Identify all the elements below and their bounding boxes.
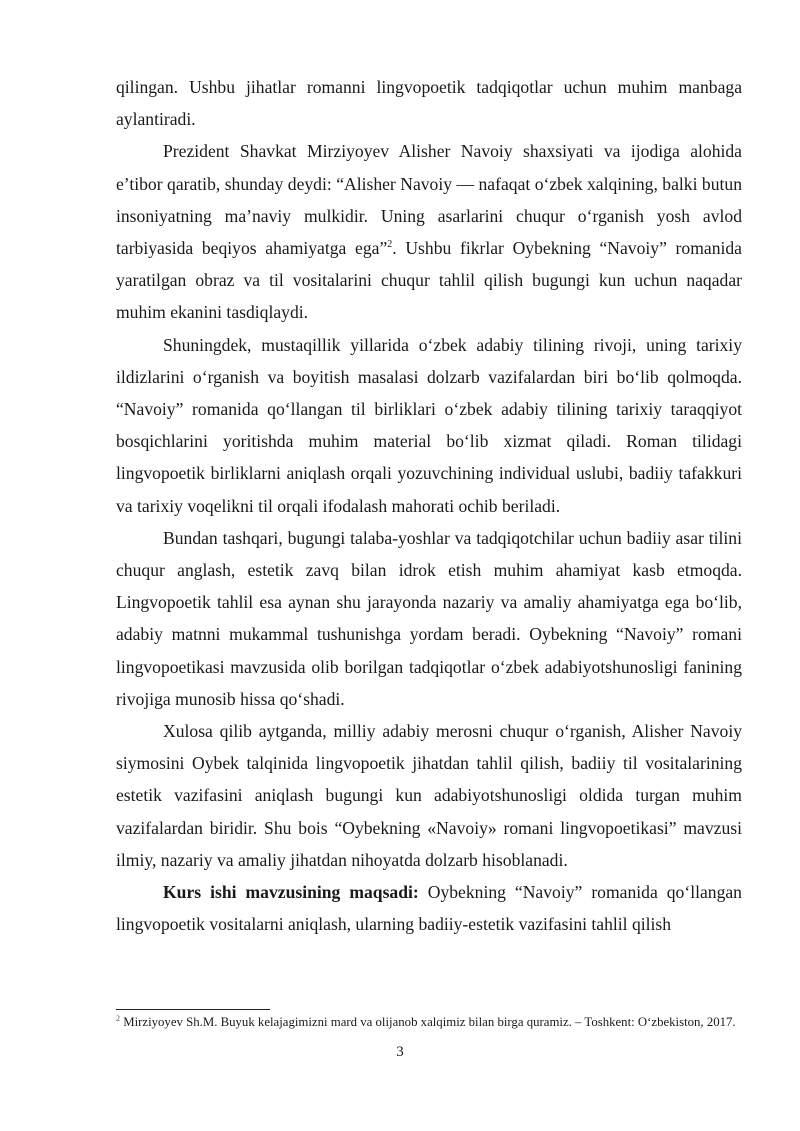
paragraph-3: Shuningdek, mustaqillik yillarida o‘zbek adabiy tilining rivoji, uning tarixiy ildizlarini o‘rganish va boyitish masalasi dolzarb vazifalardan biri bo‘lib qolmoqda. “Navoiy” romanida qo‘llangan til birliklari o‘zbek adabiy tilining tarixiy taraqqiyot bosqichlarini yoritishda muhim material bo‘lib xizmat qiladi. Roman tilidagi lingvopoetik birliklarni aniqlash orqali yozuvchining individual uslubi, badiiy tafakkuri va tarixiy voqelikni til orqali ifodalash mahorati ochib beriladi. — [116, 334, 742, 516]
paragraph-5: Xulosa qilib aytganda, milliy adabiy merosni chuqur o‘rganish, Alisher Navoiy siymosini Oybek talqinida lingvopoetik jihatdan tahlil qilish, badiiy til vositalarining estetik vazifasini aniqlash bugungi kun adabiyotshunosligi oldida turgan muhim vazifalardan biridir. Shu bois “Oybekning «Navoiy» romani lingvopoetikasi” mavzusi ilmiy, nazariy va amaliy jihatdan nihoyatda dolzarb hisoblanadi. — [116, 721, 742, 870]
paragraph-1: qilingan. Ushbu jihatlar romanni lingvopoetik tadqiqotlar uchun muhim manbaga aylantiradi. — [116, 77, 742, 130]
paragraph-2-text: Prezident Shavkat Mirziyoyev Alisher Navoiy shaxsiyati va ijodiga alohida e’tibor qaratib, shunday deydi: “Alisher Navoiy — nafaqat o‘zbek xalqining, balki butun insoniyatning ma’naviy mulkidir. Uning asarlarini chuqur o‘rganish yosh avlod tarbiyasida beqiyos ahamiyatga ega” — [116, 141, 742, 259]
paragraph-2 — [116, 135, 742, 328]
body-text — [116, 71, 742, 940]
aim-heading: Kurs ishi mavzusining maqsadi: — [163, 882, 419, 903]
paragraph-2-continuation: . Ushbu fikrlar Oybekning “Navoiy” romanida yaratilgan obraz va til vositalarini chuqur tahlil qilish bugungi kun uchun naqadar muhim ekanini tasdiqlaydi. — [116, 238, 742, 323]
footnote — [116, 1015, 742, 1031]
footnote-separator — [116, 1009, 270, 1010]
footnote-text: Mirziyoyev Sh.M. Buyuk kelajagimizni mard va olijanob xalqimiz bilan birga quramiz. – Toshkent: O‘zbekiston, 2017. — [120, 1015, 736, 1029]
footnote-reference: 2 — [387, 239, 393, 251]
paragraph-4: Bundan tashqari, bugungi talaba-yoshlar va tadqiqotchilar uchun badiiy asar tilini chuqur anglash, estetik zavq bilan idrok etish muhim ahamiyat kasb etmoqda. Lingvopoetik tahlil esa aynan shu jarayonda nazariy va amaliy ahamiyatga ega bo‘lib, adabiy matnni mukammal tushunishga yordam beradi. Oybekning “Navoiy” romani lingvopoetikasi mavzusida olib borilgan tadqiqotlar o‘zbek adabiyotshunosligi fanining rivojiga munosib hissa qo‘shadi. — [116, 527, 742, 709]
paragraph-6 — [116, 876, 742, 940]
page-number: 3 — [396, 1044, 404, 1060]
footnote-marker: 2 — [116, 1014, 120, 1023]
aim-text: Oybekning “Navoiy” romanida qo‘llangan lingvopoetik vositalarni aniqlash, ularning badiiy-estetik vazifasini tahlil qilish — [116, 882, 742, 935]
